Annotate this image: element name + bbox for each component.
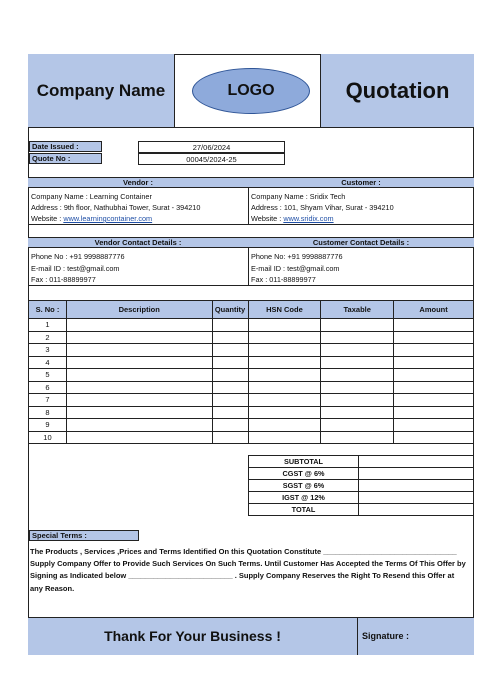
vendor-heading: Vendor :: [28, 177, 249, 188]
column-header-quantity: Quantity: [212, 301, 248, 319]
customer-name: Company Name : Sridix Tech: [251, 192, 346, 201]
column-header-sno: S. No :: [29, 301, 67, 319]
totals-row: [249, 456, 474, 468]
cell-taxable[interactable]: [321, 319, 394, 332]
cell-hsn[interactable]: [248, 406, 321, 419]
cell-amount[interactable]: [394, 431, 474, 444]
cell-description[interactable]: [66, 356, 212, 369]
quote-no-value: 00045/2024-25: [138, 153, 285, 165]
table-row: [29, 331, 474, 344]
totals-label: SGST @ 6%: [249, 480, 359, 492]
items-table: [28, 300, 474, 444]
vendor-phone: Phone No : +91 9998887776: [31, 252, 125, 261]
cell-quantity[interactable]: [212, 419, 248, 432]
signature-label: Signature :: [362, 631, 410, 641]
customer-address: Address : 101, Shyam Vihar, Surat - 394210: [251, 203, 394, 212]
cell-quantity[interactable]: [212, 369, 248, 382]
cell-hsn[interactable]: [248, 419, 321, 432]
cell-taxable[interactable]: [321, 344, 394, 357]
cell-hsn[interactable]: [248, 381, 321, 394]
vendor-fax: Fax : 011-88899977: [31, 275, 96, 284]
special-terms-text: [30, 546, 470, 595]
cell-description[interactable]: [66, 431, 212, 444]
row-number: 5: [29, 369, 67, 382]
cell-hsn[interactable]: [248, 331, 321, 344]
customer-website-row: [251, 213, 334, 224]
cell-description[interactable]: [66, 394, 212, 407]
table-row: [29, 406, 474, 419]
cell-description[interactable]: [66, 381, 212, 394]
row-number: 2: [29, 331, 67, 344]
row-number: 10: [29, 431, 67, 444]
cell-amount[interactable]: [394, 406, 474, 419]
table-row: [29, 356, 474, 369]
totals-row: [249, 504, 474, 516]
cell-amount[interactable]: [394, 319, 474, 332]
totals-row: [249, 480, 474, 492]
customer-website-label: Website :: [251, 214, 284, 223]
cell-taxable[interactable]: [321, 369, 394, 382]
cell-quantity[interactable]: [212, 406, 248, 419]
cell-hsn[interactable]: [248, 319, 321, 332]
vendor-contact-heading: Vendor Contact Details :: [28, 237, 249, 248]
customer-email: E-mail ID : test@gmail.com: [251, 264, 340, 273]
terms-line: any Reason.: [30, 583, 75, 593]
cell-description[interactable]: [66, 419, 212, 432]
totals-value[interactable]: [359, 504, 474, 516]
vendor-website-row: [31, 213, 152, 224]
table-row: [29, 419, 474, 432]
row-number: 7: [29, 394, 67, 407]
customer-heading: Customer :: [248, 177, 474, 188]
special-terms-label: Special Terms :: [29, 530, 139, 541]
table-row: [29, 319, 474, 332]
cell-quantity[interactable]: [212, 356, 248, 369]
vendor-address: Address : 9th floor, Nathubhai Tower, Surat - 394210: [31, 203, 201, 212]
cell-hsn[interactable]: [248, 344, 321, 357]
cell-amount[interactable]: [394, 344, 474, 357]
cell-quantity[interactable]: [212, 331, 248, 344]
cell-description[interactable]: [66, 331, 212, 344]
totals-row: [249, 468, 474, 480]
cell-quantity[interactable]: [212, 319, 248, 332]
cell-description[interactable]: [66, 344, 212, 357]
cell-taxable[interactable]: [321, 381, 394, 394]
date-issued-value: 27/06/2024: [138, 141, 285, 153]
customer-contact-heading: Customer Contact Details :: [248, 237, 474, 248]
row-number: 4: [29, 356, 67, 369]
date-issued-label: Date Issued :: [29, 141, 102, 152]
cell-taxable[interactable]: [321, 419, 394, 432]
terms-line: Signing as Indicated below _________________________ . Supply Company Reserves the Right To Resend this Offer at: [30, 571, 455, 581]
vendor-name: Company Name : Learning Container: [31, 192, 152, 201]
cell-hsn[interactable]: [248, 394, 321, 407]
totals-label: IGST @ 12%: [249, 492, 359, 504]
cell-quantity[interactable]: [212, 381, 248, 394]
table-header-row: [29, 301, 474, 319]
totals-table: [248, 455, 474, 516]
column-header-amount: Amount: [394, 301, 474, 319]
totals-value[interactable]: [359, 468, 474, 480]
thank-you-message: Thank For Your Business !: [28, 617, 358, 655]
column-header-hsn: HSN Code: [248, 301, 321, 319]
totals-label: TOTAL: [249, 504, 359, 516]
customer-fax: Fax : 011-88899977: [251, 275, 316, 284]
cell-quantity[interactable]: [212, 431, 248, 444]
quote-no-label: Quote No :: [29, 153, 102, 164]
row-number: 8: [29, 406, 67, 419]
cell-amount[interactable]: [394, 356, 474, 369]
totals-label: SUBTOTAL: [249, 456, 359, 468]
cell-amount[interactable]: [394, 331, 474, 344]
table-row: [29, 344, 474, 357]
company-name: Company Name: [28, 54, 175, 128]
totals-row: [249, 492, 474, 504]
cell-taxable[interactable]: [321, 394, 394, 407]
totals-label: CGST @ 6%: [249, 468, 359, 480]
column-header-taxable: Taxable: [321, 301, 394, 319]
table-row: [29, 381, 474, 394]
cell-taxable[interactable]: [321, 356, 394, 369]
cell-hsn[interactable]: [248, 431, 321, 444]
cell-description[interactable]: [66, 369, 212, 382]
cell-amount[interactable]: [394, 369, 474, 382]
cell-amount[interactable]: [394, 394, 474, 407]
customer-website-link[interactable]: www.sridix.com: [283, 214, 334, 223]
vendor-website-label: Website :: [31, 214, 64, 223]
totals-value[interactable]: [359, 456, 474, 468]
table-row: [29, 394, 474, 407]
cell-taxable[interactable]: [321, 431, 394, 444]
terms-line: Supply Company Offer to Provide Such Services On Such Terms. Until Customer Has Accepted the Terms Of This Offer by: [30, 559, 466, 569]
divider: [28, 285, 474, 286]
column-divider: [248, 188, 249, 224]
totals-value[interactable]: [359, 480, 474, 492]
cell-quantity[interactable]: [212, 344, 248, 357]
row-number: 6: [29, 381, 67, 394]
divider: [28, 224, 474, 225]
vendor-email: E-mail ID : test@gmail.com: [31, 264, 120, 273]
cell-taxable[interactable]: [321, 406, 394, 419]
document-title: Quotation: [321, 54, 474, 128]
cell-quantity[interactable]: [212, 394, 248, 407]
cell-description[interactable]: [66, 406, 212, 419]
row-number: 1: [29, 319, 67, 332]
row-number: 3: [29, 344, 67, 357]
terms-line: The Products , Services ,Prices and Terms Identified On this Quotation Constitute ________________________________: [30, 547, 457, 556]
column-header-description: Description: [66, 301, 212, 319]
cell-amount[interactable]: [394, 381, 474, 394]
logo-placeholder: LOGO: [192, 68, 310, 114]
table-row: [29, 431, 474, 444]
cell-taxable[interactable]: [321, 331, 394, 344]
table-row: [29, 369, 474, 382]
cell-hsn[interactable]: [248, 356, 321, 369]
column-divider: [248, 248, 249, 285]
totals-value[interactable]: [359, 492, 474, 504]
cell-description[interactable]: [66, 319, 212, 332]
row-number: 9: [29, 419, 67, 432]
customer-phone: Phone No: +91 9998887776: [251, 252, 343, 261]
cell-amount[interactable]: [394, 419, 474, 432]
vendor-website-link[interactable]: www.learningcontainer.com: [63, 214, 153, 223]
cell-hsn[interactable]: [248, 369, 321, 382]
